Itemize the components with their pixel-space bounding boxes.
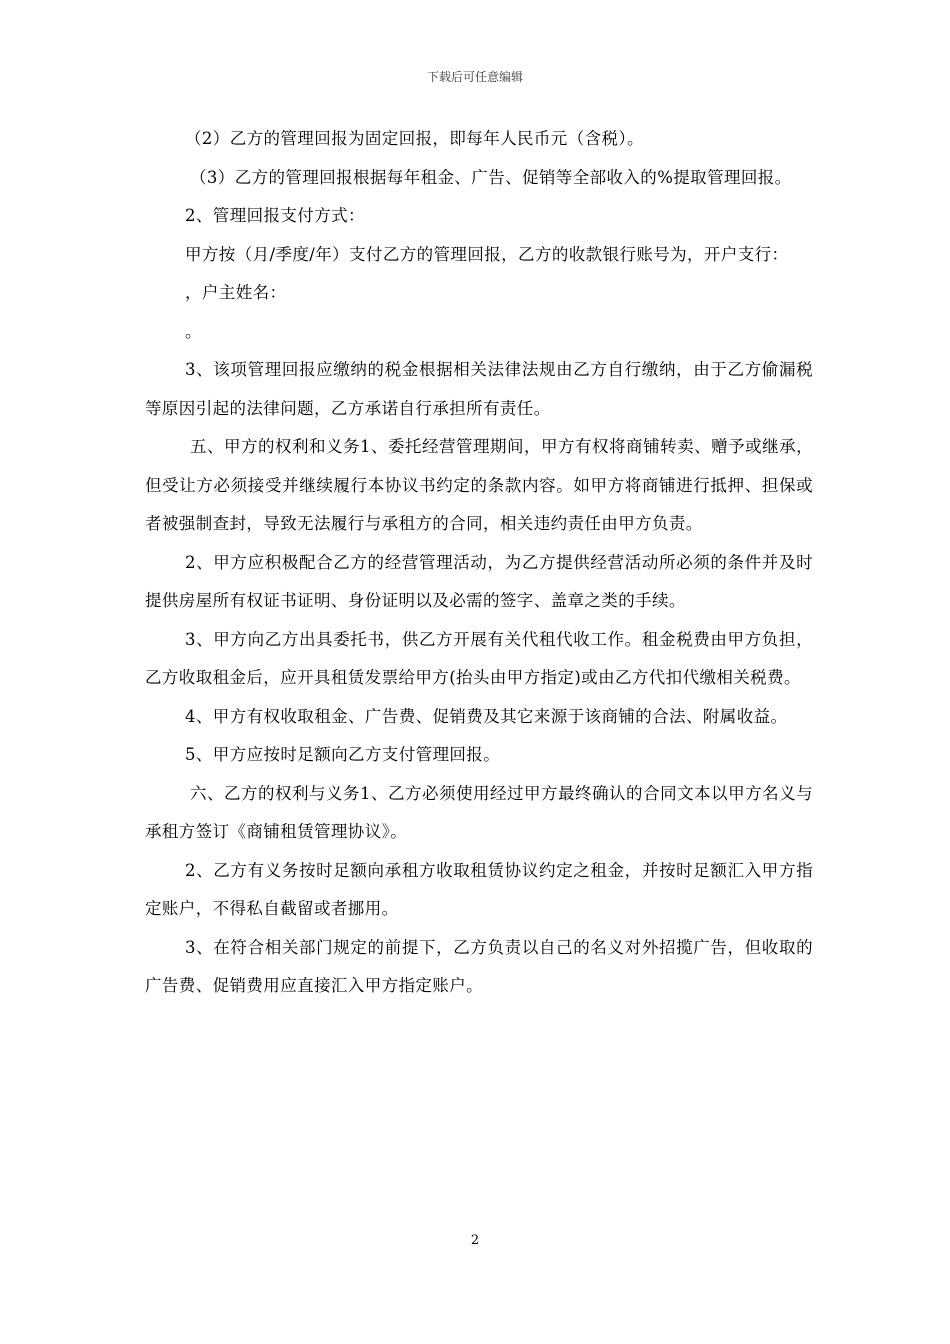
paragraph: 3、该项管理回报应缴纳的税金根据相关法律法规由乙方自行缴纳，由于乙方偷漏税等原因引起的法律问题，乙方承诺自行承担所有责任。 [145, 360, 813, 418]
paragraph: 六、乙方的权利与义务1、乙方必须使用经过甲方最终确认的合同文本以甲方名义与承租方签订《商铺租赁管理协议》。 [145, 783, 813, 841]
document-body [145, 120, 813, 1006]
paragraph: 3、在符合相关部门规定的前提下，乙方负责以自己的名义对外招揽广告，但收取的广告费、促销费用应直接汇入甲方指定账户。 [145, 937, 813, 995]
paragraph: 5、甲方应按时足额向乙方支付管理回报。 [185, 745, 501, 764]
paragraph: （3）乙方的管理回报根据每年租金、广告、促销等全部收入的%提取管理回报。 [190, 167, 792, 187]
page-number: 2 [470, 1233, 480, 1248]
paragraph: 3、甲方向乙方出具委托书，供乙方开展有关代租代收工作。租金税费由甲方负担，乙方收取租金后，应开具租赁发票给甲方(抬头由甲方指定)或由乙方代扣代缴相关税费。 [145, 629, 813, 687]
page-header: 下载后可任意编辑 [426, 70, 523, 84]
paragraph: 4、甲方有权收取租金、广告费、促销费及其它来源于该商铺的合法、附属收益。 [185, 706, 788, 726]
paragraph: （2）乙方的管理回报为固定回报，即每年人民币元（含税）。 [185, 129, 644, 148]
paragraph: ，户主姓名： [185, 283, 287, 302]
paragraph: 2、管理回报支付方式： [185, 206, 365, 225]
paragraph: 2、甲方应积极配合乙方的经营管理活动，为乙方提供经营活动所必须的条件并及时提供房屋所有权证书证明、身份证明以及必需的签字、盖章之类的手续。 [145, 552, 813, 610]
paragraph: 2、乙方有义务按时足额向承租方收取租赁协议约定之租金，并按时足额汇入甲方指定账户，不得私自截留或者挪用。 [145, 860, 813, 918]
paragraph: 甲方按（月/季度/年）支付乙方的管理回报，乙方的收款银行账号为，开户支行： [185, 244, 789, 264]
paragraph: 。 [185, 321, 202, 341]
paragraph: 五、甲方的权利和义务1、委托经营管理期间，甲方有权将商铺转卖、赠予或继承，但受让方必须接受并继续履行本协议书约定的条款内容。如甲方将商铺进行抵押、担保或者被强制查封，导致无法履行与承租方的合同，相关违约责任由甲方负责。 [145, 437, 813, 533]
